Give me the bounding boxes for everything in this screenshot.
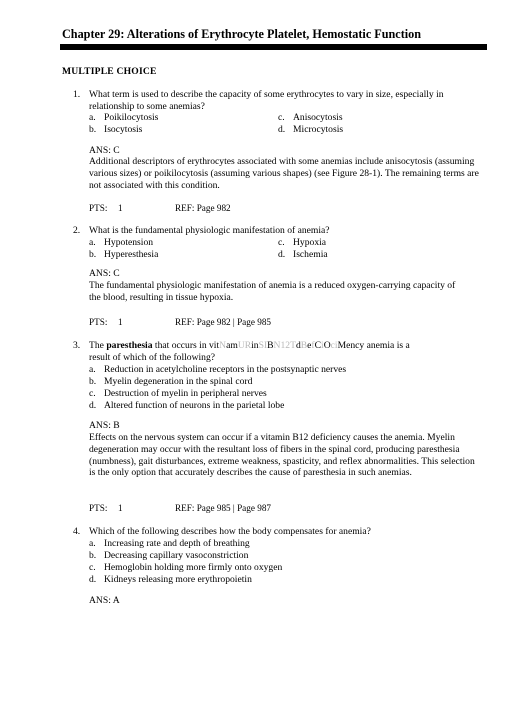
- answer: ANS: C: [89, 268, 120, 279]
- rationale: Effects on the nervous system can occur if a vitamin B12 deficiency causes the anemia. Myelin degeneration may occur with the resultant loss of fibers in the spinal cord, producing paresthesia (numbness), gait disturbances, extreme weakness, spasticity, and reflex abnormalities. This selection is the only option that accurately describes the cause of paresthesia in such anemias.: [89, 432, 475, 479]
- question-stem: Which of the following describes how the body compensates for anemia?: [89, 526, 371, 537]
- answer: ANS: C: [89, 145, 120, 156]
- points-value: 1: [118, 317, 123, 327]
- option-d: d. Microcytosis: [278, 124, 344, 135]
- option-d: d. Altered function of neurons in the parietal lobe: [89, 400, 285, 411]
- points-label: PTS:: [89, 317, 108, 327]
- question-stem: What term is used to describe the capacity of some erythrocytes to vary in size, especially in relationship to some anemias?: [89, 89, 444, 112]
- option-c: c. Hemoglobin holding more firmly onto oxygen: [89, 562, 283, 573]
- points-value: 1: [118, 203, 123, 213]
- reference: REF: Page 985 | Page 987: [175, 503, 272, 513]
- option-a: a. Poikilocytosis: [89, 112, 159, 123]
- question-stem: The paresthesia that occurs in vitNamURinSIBN12TdBefCiOciMency anemia is a result of which of the following?: [89, 340, 410, 363]
- rationale: Additional descriptors of erythrocytes associated with some anemias include anisocytosis (assuming various sizes) or poikilocytosis (assuming various shapes) (see Figure 28-1). The remaining terms are not associated with this condition.: [89, 156, 479, 191]
- title-rule: [60, 44, 487, 50]
- option-d: d. Kidneys releasing more erythropoietin: [89, 574, 252, 585]
- option-d: d. Ischemia: [278, 249, 328, 260]
- question-stem: What is the fundamental physiologic manifestation of anemia?: [89, 225, 330, 236]
- section-heading: MULTIPLE CHOICE: [62, 66, 157, 77]
- question-number: 3.: [73, 340, 81, 351]
- chapter-title: Chapter 29: Alterations of Erythrocyte Platelet, Hemostatic Function: [62, 27, 422, 41]
- option-c: c. Anisocytosis: [278, 112, 343, 123]
- option-b: b. Hyperesthesia: [89, 249, 159, 260]
- question-number: 4.: [73, 526, 81, 537]
- term-paresthesia: paresthesia: [106, 340, 153, 351]
- points-label: PTS:: [89, 203, 108, 213]
- option-a: a. Hypotension: [89, 237, 154, 248]
- reference: REF: Page 982 | Page 985: [175, 317, 272, 327]
- reference: REF: Page 982: [175, 203, 231, 213]
- option-c: c. Hypoxia: [278, 237, 327, 248]
- option-a: a. Reduction in acetylcholine receptors in the postsynaptic nerves: [89, 364, 347, 375]
- question-number: 1.: [73, 89, 81, 100]
- option-b: b. Decreasing capillary vasoconstriction: [89, 550, 249, 561]
- answer: ANS: B: [89, 420, 120, 431]
- option-b: b. Isocytosis: [89, 124, 143, 135]
- answer: ANS: A: [89, 595, 120, 606]
- question-number: 2.: [73, 225, 81, 236]
- points-value: 1: [118, 503, 123, 513]
- points-label: PTS:: [89, 503, 108, 513]
- option-a: a. Increasing rate and depth of breathing: [89, 538, 250, 549]
- option-b: b. Myelin degeneration in the spinal cord: [89, 376, 253, 387]
- rationale: The fundamental physiologic manifestation of anemia is a reduced oxygen-carrying capacity of the blood, resulting in tissue hypoxia.: [89, 280, 456, 303]
- option-c: c. Destruction of myelin in peripheral nerves: [89, 388, 267, 399]
